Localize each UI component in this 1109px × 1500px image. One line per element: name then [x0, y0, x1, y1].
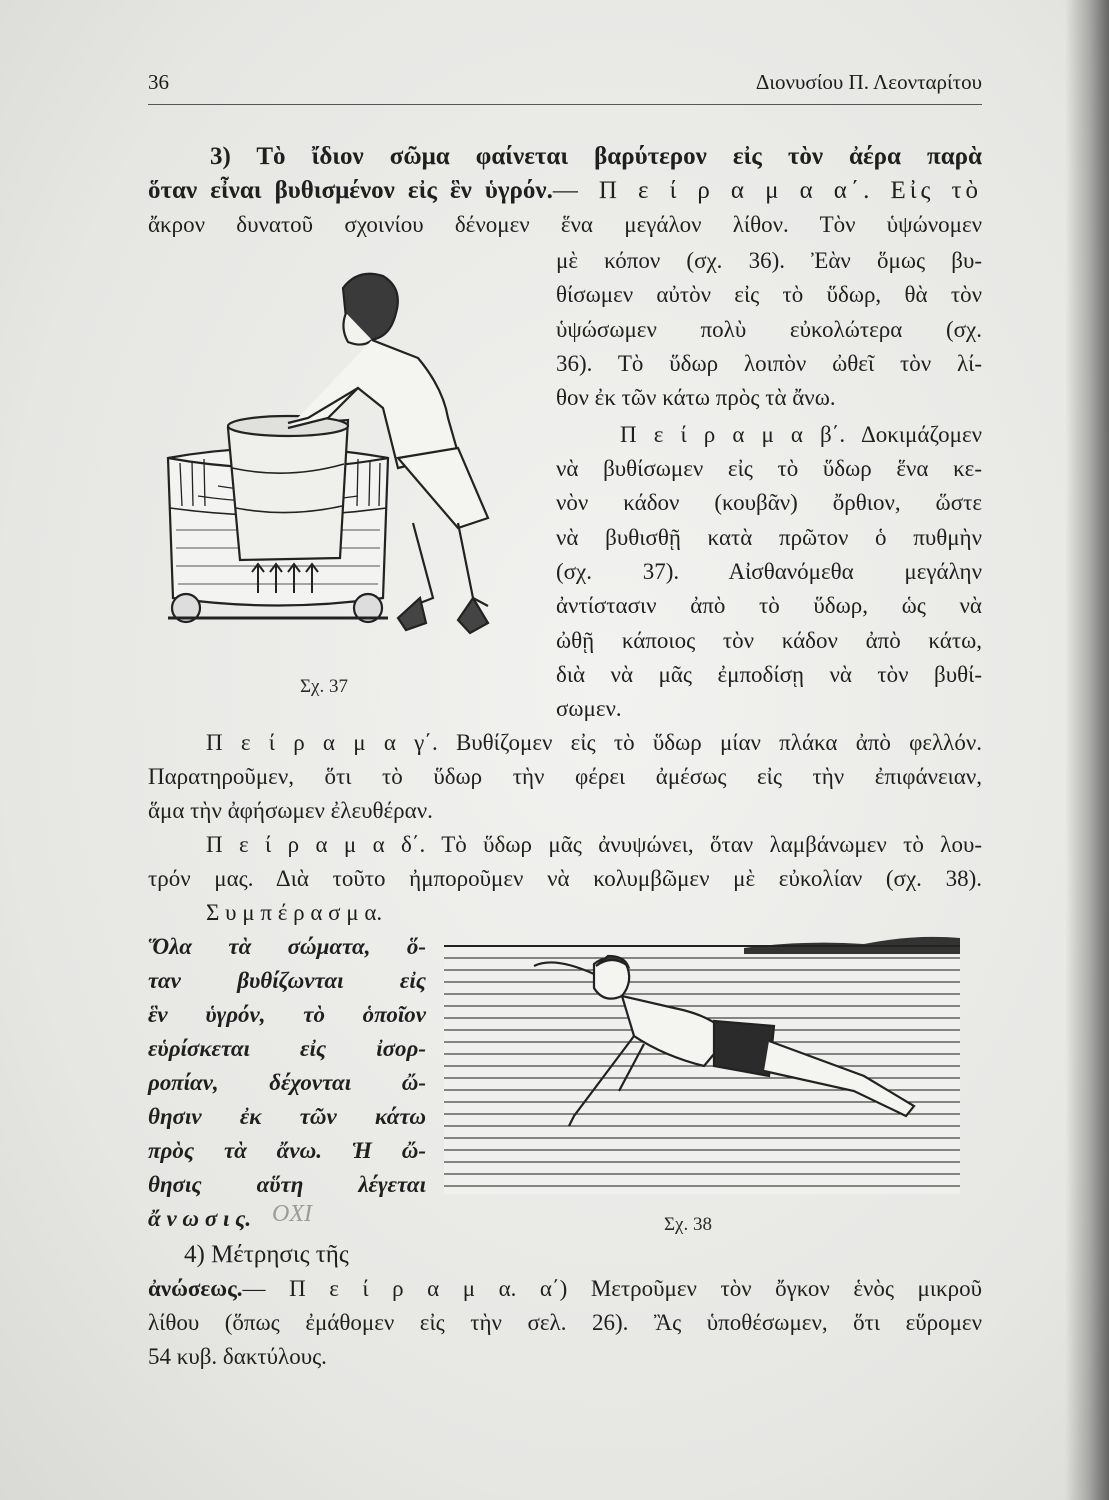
section3-heading-end: ὅταν εἶναι βυθισμένον εἰς ἓν ὑγρόν.	[148, 177, 553, 204]
section4-heading: 4) Μέτρησις τῆς	[184, 1241, 349, 1268]
column-line: θίσωμεν αὐτὸν εἰς τὸ ὕδωρ, θὰ τὸν	[556, 282, 982, 307]
conclusion-term: ἄ ν ω σ ι ς.	[148, 1206, 252, 1231]
conclusion-line: ἓν ὑγρόν, τὸ ὁποῖον	[148, 1002, 426, 1027]
figure-38-illustration	[444, 926, 964, 1198]
experiment-a-label: — Π ε ί ρ α μ α α΄. Εἰς τὸ	[552, 177, 982, 204]
conclusion-line: θησις αὕτη λέγεται	[148, 1172, 426, 1197]
section3-line3: ἄκρον δυνατοῦ σχοινίου δένομεν ἕνα μεγάλον λίθον. Τὸν ὑψώνομεν	[148, 212, 982, 237]
page-header	[148, 70, 982, 105]
section4-line3: 54 κυβ. δακτύλους.	[148, 1344, 327, 1369]
conclusion-line: πρὸς τὰ ἄνω. Ἡ ὤ-	[148, 1138, 426, 1163]
section4-line1	[148, 1272, 982, 1305]
experiment-c-line1: Π ε ί ρ α μ α γ΄. Βυθίζομεν εἰς τὸ ὕδωρ μίαν πλάκα ἀπὸ φελλόν.	[206, 730, 982, 755]
running-title: Διονυσίου Π. Λεονταρίτου	[755, 70, 982, 94]
page-number: 36	[148, 70, 169, 94]
conclusion-line: Ὅλα τὰ σώματα, ὅ-	[148, 934, 426, 959]
experiment-b-line: (σχ. 37). Αἰσθανόμεθα μεγάλην	[556, 559, 982, 584]
conclusion-line: θησιν ἐκ τῶν κάτω	[148, 1104, 426, 1129]
section3-line2	[148, 174, 982, 207]
handwritten-note: ΟΧΙ	[272, 1201, 312, 1227]
experiment-b-label: Π ε ί ρ α μ α β΄. Δοκιμάζομεν	[620, 422, 982, 447]
experiment-b-line: νὰ βυθίσωμεν εἰς τὸ ὕδωρ ἕνα κε-	[556, 456, 982, 481]
section4-experiment: — Π ε ί ρ α μ α. α΄) Μετροῦμεν τὸν ὄγκον ἑνὸς μικροῦ	[242, 1276, 982, 1301]
figure-37-illustration	[158, 268, 508, 660]
section4-title	[184, 1238, 444, 1271]
column-line: θον ἐκ τῶν κάτω πρὸς τὰ ἄνω.	[556, 385, 836, 410]
experiment-b-line: ὠθῇ κάποιος τὸν κάδον ἀπὸ κάτω,	[556, 628, 982, 653]
experiment-b-line: σωμεν.	[556, 696, 622, 721]
page-edge-shadow	[1065, 0, 1109, 1500]
section3-line1: 3) Τὸ ἴδιον σῶμα φαίνεται βαρύτερον εἰς τὸν ἀέρα παρὰ	[210, 143, 982, 170]
column-line: 36). Τὸ ὕδωρ λοιπὸν ὠθεῖ τὸν λί-	[556, 351, 982, 376]
experiment-b-line: νὰ βυθισθῇ κατὰ πρῶτον ὁ πυθμὴν	[556, 525, 982, 550]
figure-37-caption: Σχ. 37	[300, 676, 348, 697]
column-line: μὲ κόπον (σχ. 36). Ἐὰν ὅμως βυ-	[556, 248, 982, 273]
conclusion-line: ταν βυθίζωνται εἰς	[148, 968, 426, 993]
section4-heading-end: ἀνώσεως.	[148, 1276, 243, 1301]
experiment-d-line1: Π ε ί ρ α μ α δ΄. Τὸ ὕδωρ μᾶς ἀνυψώνει, ὅταν λαμβάνωμεν τὸ λου-	[206, 832, 982, 857]
column-line: ὑψώσωμεν πολὺ εὐκολώτερα (σχ.	[556, 317, 982, 342]
experiment-c-line2: Παρατηροῦμεν, ὅτι τὸ ὕδωρ τὴν φέρει ἀμέσως εἰς τὴν ἐπιφάνειαν,	[148, 764, 982, 789]
conclusion-label: Σ υ μ π έ ρ α σ μ α.	[206, 900, 383, 925]
experiment-b-line: ἀντίστασιν ἀπὸ τὸ ὕδωρ, ὡς νὰ	[556, 593, 982, 618]
experiment-c-line3: ἅμα τὴν ἀφήσωμεν ἐλευθέραν.	[148, 798, 433, 823]
section4-line2: λίθου (ὅπως ἐμάθομεν εἰς τὴν σελ. 26). Ἂς ὑποθέσωμεν, ὅτι εὕρομεν	[148, 1310, 982, 1335]
figure-38-caption: Σχ. 38	[664, 1214, 712, 1235]
experiment-b-line: νὸν κάδον (κουβᾶν) ὄρθιον, ὥστε	[556, 490, 982, 515]
conclusion-line: ροπίαν, δέχονται ὤ-	[148, 1070, 426, 1095]
experiment-b-line: διὰ νὰ μᾶς ἐμποδίσῃ νὰ τὸν βυθί-	[556, 662, 982, 687]
experiment-d-line2: τρόν μας. Διὰ τοῦτο ἠμποροῦμεν νὰ κολυμβῶμεν μὲ εὐκολίαν (σχ. 38).	[148, 866, 982, 891]
conclusion-line: εὑρίσκεται εἰς ἰσορ-	[148, 1036, 426, 1061]
